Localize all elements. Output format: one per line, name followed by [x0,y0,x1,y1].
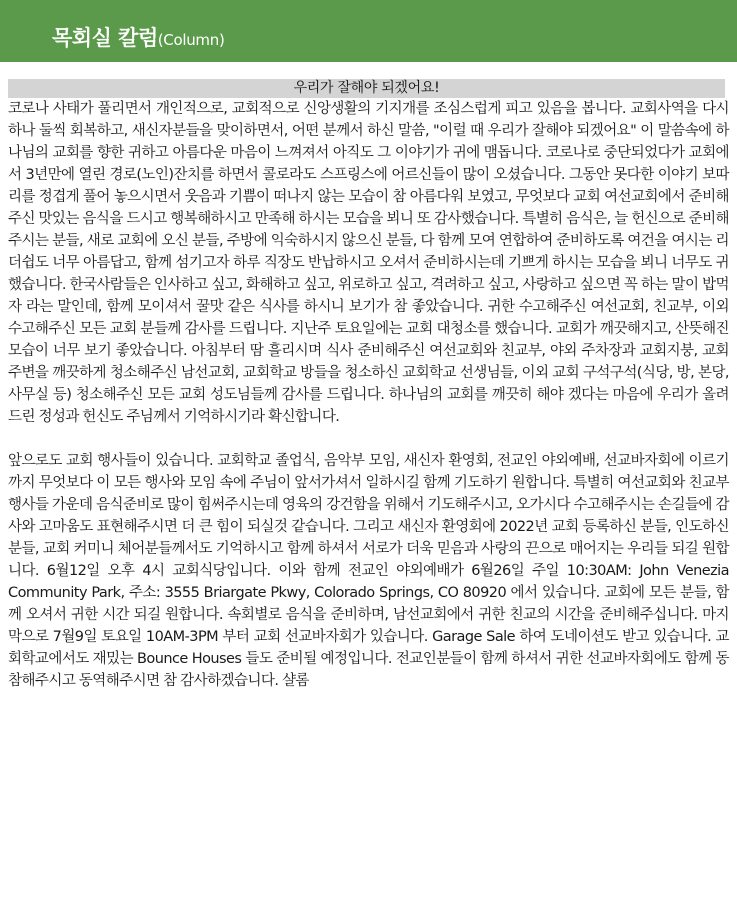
column-title: 목회실 칼럼 [52,26,158,50]
header-band [0,0,737,62]
article-body [8,98,729,692]
article-paragraph: 코로나 사태가 풀리면서 개인적으로, 교회적으로 신앙생활의 기지개를 조심스럽게 피고 있음을 봅니다. 교회사역을 다시 하나 둘씩 회복하고, 새신자분들을 맞이하면서, 어떤 분께서 하신 말씀, "이럴 때 우리가 잘해야 되겠어요" 이 말씀속에 하나님의 교회를 향한 귀하고 아름다운 마음이 느껴져서 아직도 그 이야기가 귀에 맴돕니다. 코로나로 중단되었다가 교회에서 3년만에 열린 경로(노인)잔치를 하면서 콜로라도 스프링스에 어르신들이 많이 오셨습니다. 그동안 못다한 이야기 보따리를 정겹게 풀어 놓으시면서 웃음과 기쁨이 떠나지 않는 모습이 참 아름다워 보였고, 무엇보다 교회 여선교회에서 준비해주신 맛있는 음식을 드시고 행복해하시고 만족해 하시는 모습을 뵈니 또 감사했습니다. 특별히 음식은, 늘 헌신으로 준비해주시는 분들, 새로 교회에 오신 분들, 주방에 익숙하시지 않으신 분들, 다 함께 모여 연합하여 준비하도록 여건을 여시는 리더쉽도 너무 아름답고, 함께 섬기고자 하루 직장도 반납하시고 오셔서 준비하시는데 기쁘게 하시는 모습을 뵈니 너무도 귀했습니다. 한국사람들은 인사하고 싶고, 화해하고 싶고, 위로하고 싶고, 격려하고 싶고, 사랑하고 싶으면 꼭 하는 말이 밥먹자 라는 말인데, 함께 모이셔서 꿀맛 같은 식사를 하시니 보기가 참 좋았습니다. 귀한 수고해주신 여선교회, 친교부, 이외 수고해주신 모든 교회 분들께 감사를 드립니다. 지난주 토요일에는 교회 대청소를 했습니다. 교회가 깨끗해지고, 산뜻해진 모습이 너무 보기 좋았습니다. 아침부터 땀 흘리시며 식사 준비해주신 여선교회와 친교부, 야외 주차장과 교회지붕, 교회 주변을 깨끗하게 청소해주신 남선교회, 교회학교 방들을 청소하신 교회학교 선생님들, 이외 교회 구석구석(식당, 방, 본당, 사무실 등) 청소해주신 모든 교회 성도님들께 감사를 드립니다. 하나님의 교회를 깨끗히 해야 겠다는 마음에 우리가 올려드린 정성과 헌신도 주님께서 기억하시기라 확신합니다. [8,101,729,425]
page-title [52,22,225,52]
article-paragraph: 앞으로도 교회 행사들이 있습니다. 교회학교 졸업식, 음악부 모임, 새신자 환영회, 전교인 야외예배, 선교바자회에 이르기까지 무엇보다 이 모든 행사와 모임 속에 주님이 앞서가셔서 일하시길 함께 기도하기 원합니다. 특별히 여선교회와 친교부 행사들 가운데 음식준비로 많이 힘써주시는데 영육의 강건함을 위해서 기도해주시고, 오가시다 수고해주시는 손길들에 감사와 고마움도 표현해주시면 더 큰 힘이 되실것 같습니다. 그리고 새신자 환영회에 2022년 교회 등록하신 분들, 인도하신 분들, 교회 커미니 체어분들께서도 기억하시고 함께 하셔서 서로가 더욱 믿음과 사랑의 끈으로 매어지는 우리들 되길 원합니다. 6월12일 오후 4시 교회식당입니다. 이와 함께 전교인 야외예배가 6월26일 주일 10:30AM: John Venezia Community Park, 주소: 3555 Briargate Pkwy, Colorado Springs, CO 80920 에서 있습니다. 교회에 모든 분들, 함께 오셔서 귀한 시간 되길 원합니다. 속회별로 음식을 준비하며, 남선교회에서 귀한 친교의 시간을 준비해주십니다. 마지막으로 7월9일 토요일 10AM-3PM 부터 교회 선교바자회가 있습니다. Garage Sale 하여 도네이션도 받고 있습니다. 교회학교에서도 재밌는 Bounce Houses 들도 준비될 예정입니다. 전교인분들이 함께 하셔서 귀한 선교바자회에도 함께 동참해주시고 동역해주시면 참 감사하겠습니다. 샬롬 [8,453,729,689]
article-subject: 우리가 잘해야 되겠어요! [8,79,725,98]
column-subtitle: (Column) [157,31,225,49]
